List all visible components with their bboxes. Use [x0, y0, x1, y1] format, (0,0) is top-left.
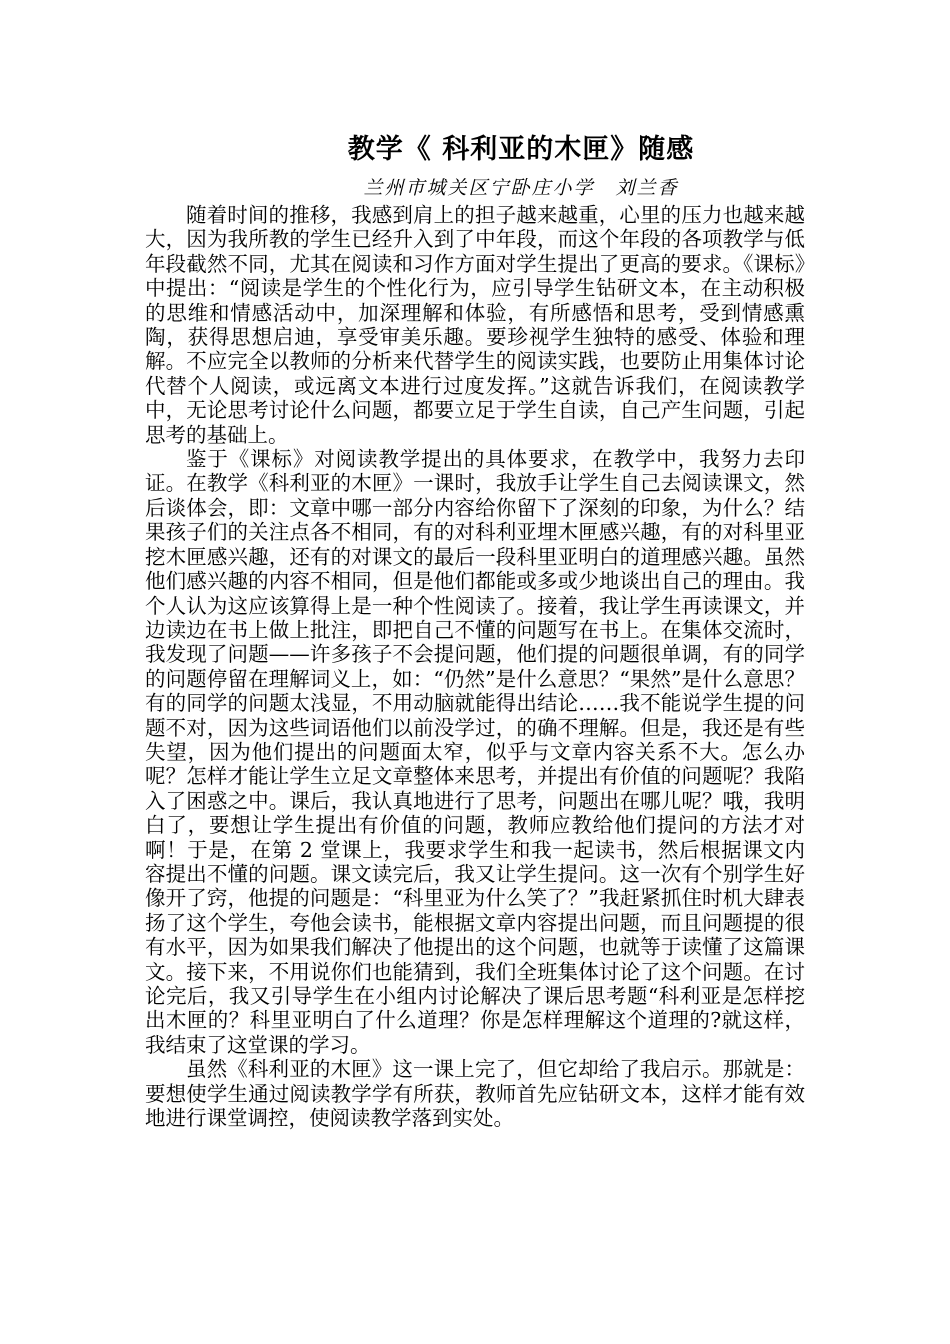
document-title: 教学《 科利亚的木匣》随感 [347, 134, 695, 165]
paragraph-3: 虽然《科利亚的木匣》这一课上完了，但它却给了我启示。那就是：要想使学生通过阅读教学学有所获，教师首先应钻研文本，这样才能有效地进行课堂调控，使阅读教学落到实处。 [145, 1057, 805, 1131]
paragraph-2: 鉴于《课标》对阅读教学提出的具体要求，在教学中，我努力去印证。在教学《科利亚的木匣》一课时，我放手让学生自己去阅读课文，然后谈体会，即：文章中哪一部分内容给你留下了深刻的印象，为什么？结果孩子们的关注点各不相同，有的对科利亚埋木匣感兴趣，有的对科里亚挖木匣感兴趣，还有的对课文的最后一段科里亚明白的道理感兴趣。虽然他们感兴趣的内容不相同，但是他们都能或多或少地谈出自己的理由。我个人认为这应该算得上是一种个性阅读了。接着，我让学生再读课文，并边读边在书上做上批注，即把自己不懂的问题写在书上。在集体交流时，我发现了问题——许多孩子不会提问题，他们提的问题很单调，有的同学的问题停留在理解词义上，如：“仍然”是什么意思？“果然”是什么意思？有的同学的问题太浅显，不用动脑就能得出结论……我不能说学生提的问题不对，因为这些词语他们以前没学过，的确不理解。但是，我还是有些失望，因为他们提出的问题面太窄，似乎与文章内容关系不大。怎么办呢？怎样才能让学生立足文章整体来思考，并提出有价值的问题呢？我陷入了困惑之中。课后，我认真地进行了思考，问题出在哪儿呢？哦，我明白了，要想让学生提出有价值的问题，教师应教给他们提问的方法才对啊！于是，在第 2 堂课上，我要求学生和我一起读书，然后根据课文内容提出不懂的问题。课文读完后，我又让学生提问。这一次有个别学生好像开了窍，他提的问题是：“科里亚为什么笑了？”我赶紧抓住时机大肆表扬了这个学生，夸他会读书，能根据文章内容提出问题，而且问题提的很有水平，因为如果我们解决了他提出的这个问题，也就等于读懂了这篇课文。接下来，不用说你们也能猜到，我们全班集体讨论了这个问题。在讨论完后，我又引导学生在小组内讨论解决了课后思考题“科利亚是怎样挖出木匣的？科里亚明白了什么道理？你是怎样理解这个道理的?就这样，我结束了这堂课的学习。 [145, 447, 805, 1057]
author-byline: 兰州市城关区宁卧庄小学 刘兰香 [363, 177, 679, 199]
document-body [145, 203, 805, 1130]
paragraph-1: 随着时间的推移，我感到肩上的担子越来越重，心里的压力也越来越大，因为我所教的学生已经升入到了中年段，而这个年段的各项教学与低年段截然不同，尤其在阅读和习作方面对学生提出了更高的要求。《课标》中提出：“阅读是学生的个性化行为，应引导学生钻研文本，在主动积极的思维和情感活动中，加深理解和体验，有所感悟和思考，受到情感熏陶，获得思想启迪，享受审美乐趣。要珍视学生独特的感受、体验和理解。不应完全以教师的分析来代替学生的阅读实践，也要防止用集体讨论代替个人阅读，或远离文本进行过度发挥。”这就告诉我们，在阅读教学中，无论思考讨论什么问题，都要立足于学生自读，自己产生问题，引起思考的基础上。 [145, 203, 805, 447]
